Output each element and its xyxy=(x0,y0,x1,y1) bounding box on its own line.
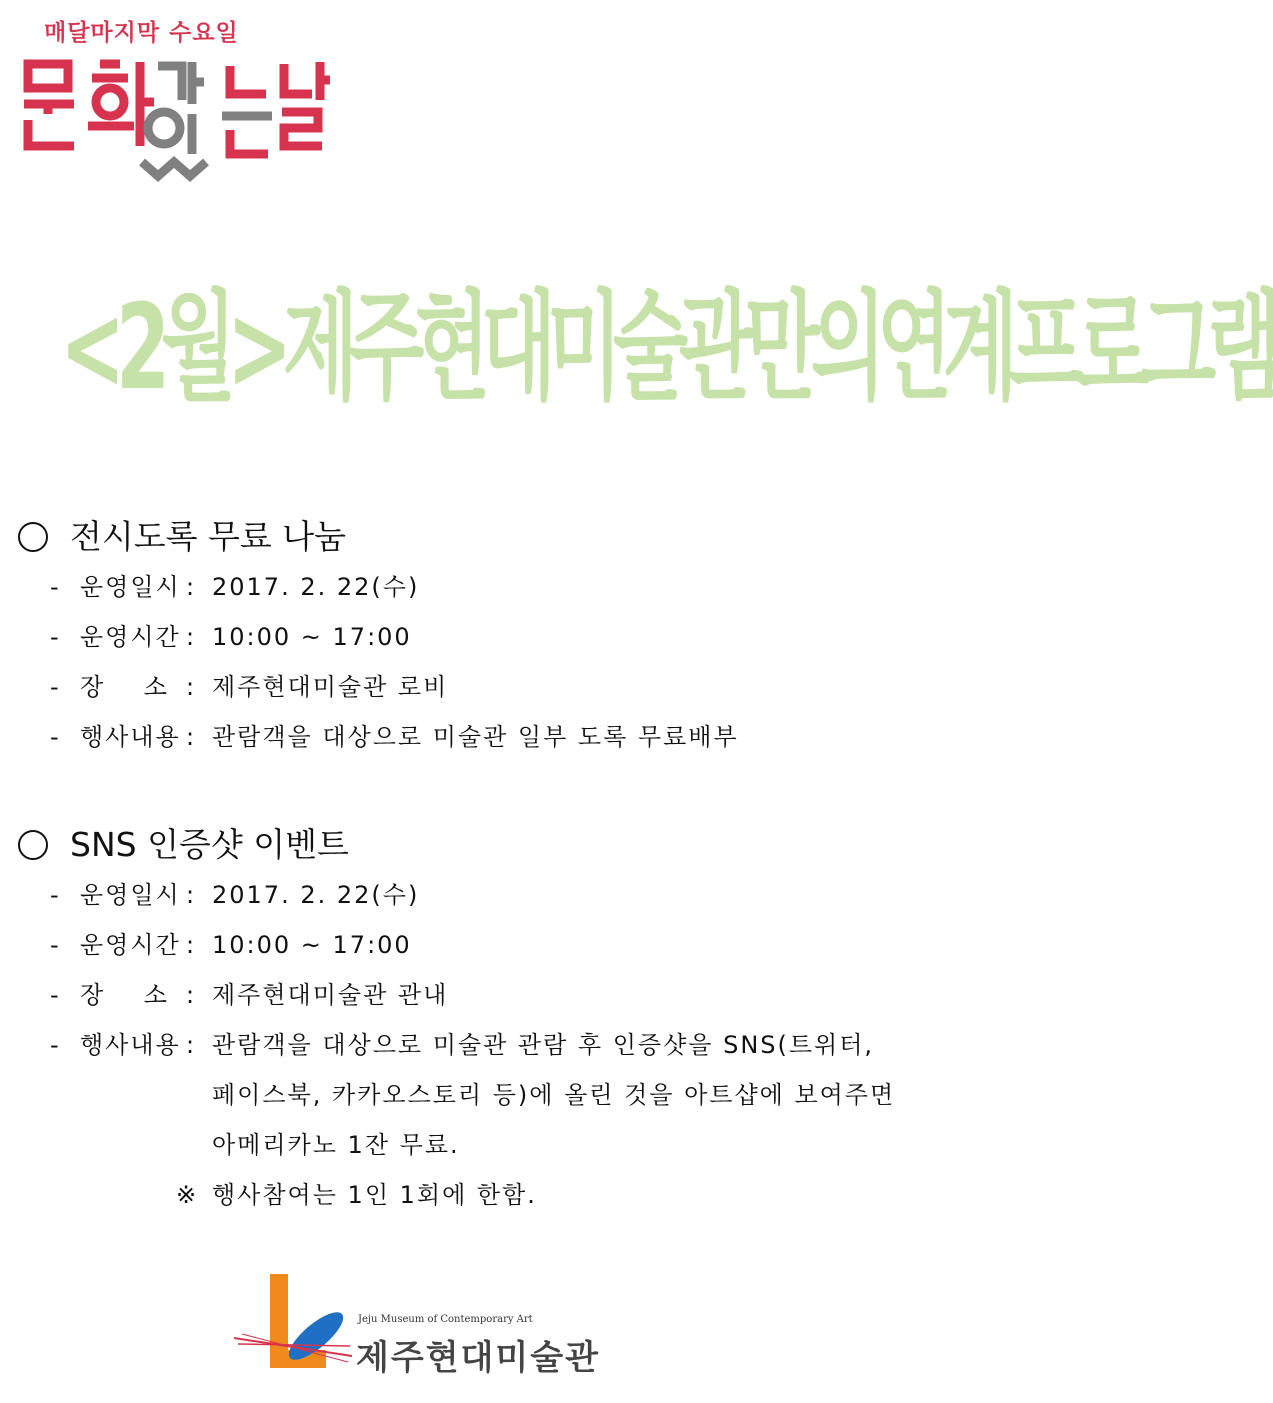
continuation-text: 아메리카노 1잔 무료. xyxy=(212,1131,460,1159)
row-colon: : xyxy=(186,881,197,909)
row-label: 운영시간 xyxy=(80,931,181,959)
row-label: 장 소 xyxy=(80,981,169,1009)
info-row-time xyxy=(18,920,958,970)
row-value: 10:00 ~ 17:00 xyxy=(212,931,412,959)
row-value: 제주현대미술관 로비 xyxy=(212,673,449,701)
info-row-content xyxy=(18,1020,958,1070)
info-row-date xyxy=(18,562,958,612)
note-row xyxy=(18,1170,958,1220)
museum-name-en: Jeju Museum of Contemporary Art xyxy=(358,1314,533,1325)
info-row-date xyxy=(18,870,958,920)
content-continuation-line xyxy=(18,1070,958,1120)
row-value: 10:00 ~ 17:00 xyxy=(212,623,412,651)
info-row-place xyxy=(18,662,958,712)
info-row-content xyxy=(18,712,958,762)
museum-emblem xyxy=(232,1272,357,1372)
row-value: 관람객을 대상으로 미술관 관람 후 인증샷을 SNS(트위터, xyxy=(212,1031,875,1059)
row-label: 운영일시 xyxy=(80,881,181,909)
row-value: 관람객을 대상으로 미술관 일부 도록 무료배부 xyxy=(212,723,739,751)
row-colon: : xyxy=(186,1031,197,1059)
logo-artwork xyxy=(22,54,332,184)
dash-bullet: - xyxy=(50,931,61,959)
row-label: 행사내용 xyxy=(80,723,181,751)
section-heading xyxy=(18,512,958,562)
section-catalog-giveaway xyxy=(18,512,958,762)
row-value: 2017. 2. 22(수) xyxy=(212,573,420,601)
dash-bullet: - xyxy=(50,573,61,601)
dash-bullet: - xyxy=(50,981,61,1009)
museum-name-ko: 제주현대미술관 xyxy=(356,1338,600,1378)
museum-logo xyxy=(232,1272,600,1378)
page-title: <2월>제주현대미술관만의연계프로그램 xyxy=(60,278,1273,416)
row-label: 행사내용 xyxy=(80,1031,181,1059)
dash-bullet: - xyxy=(50,723,61,751)
reference-mark: ※ xyxy=(176,1181,199,1209)
section-title: 전시도록 무료 나눔 xyxy=(70,517,347,556)
row-label: 운영일시 xyxy=(80,573,181,601)
row-colon: : xyxy=(186,981,197,1009)
section-heading xyxy=(18,820,958,870)
info-row-time xyxy=(18,612,958,662)
circle-bullet-icon xyxy=(18,830,48,860)
dash-bullet: - xyxy=(50,673,61,701)
row-value: 제주현대미술관 관내 xyxy=(212,981,449,1009)
row-colon: : xyxy=(186,673,197,701)
logo-tagline: 매달마지막 수요일 xyxy=(44,20,239,46)
row-label: 운영시간 xyxy=(80,623,181,651)
row-label: 장 소 xyxy=(80,673,169,701)
continuation-text: 페이스북, 카카오스토리 등)에 올린 것을 아트샵에 보여주면 xyxy=(212,1081,896,1109)
note-text: 행사참여는 1인 1회에 한함. xyxy=(212,1181,537,1209)
row-colon: : xyxy=(186,573,197,601)
row-colon: : xyxy=(186,723,197,751)
row-colon: : xyxy=(186,931,197,959)
dash-bullet: - xyxy=(50,1031,61,1059)
info-row-place xyxy=(18,970,958,1020)
content-continuation-line xyxy=(18,1120,958,1170)
row-colon: : xyxy=(186,623,197,651)
circle-bullet-icon xyxy=(18,522,48,552)
row-value: 2017. 2. 22(수) xyxy=(212,881,420,909)
section-sns-event xyxy=(18,820,958,1220)
section-title: SNS 인증샷 이벤트 xyxy=(70,825,349,864)
culture-day-logo xyxy=(22,14,332,184)
dash-bullet: - xyxy=(50,623,61,651)
dash-bullet: - xyxy=(50,881,61,909)
